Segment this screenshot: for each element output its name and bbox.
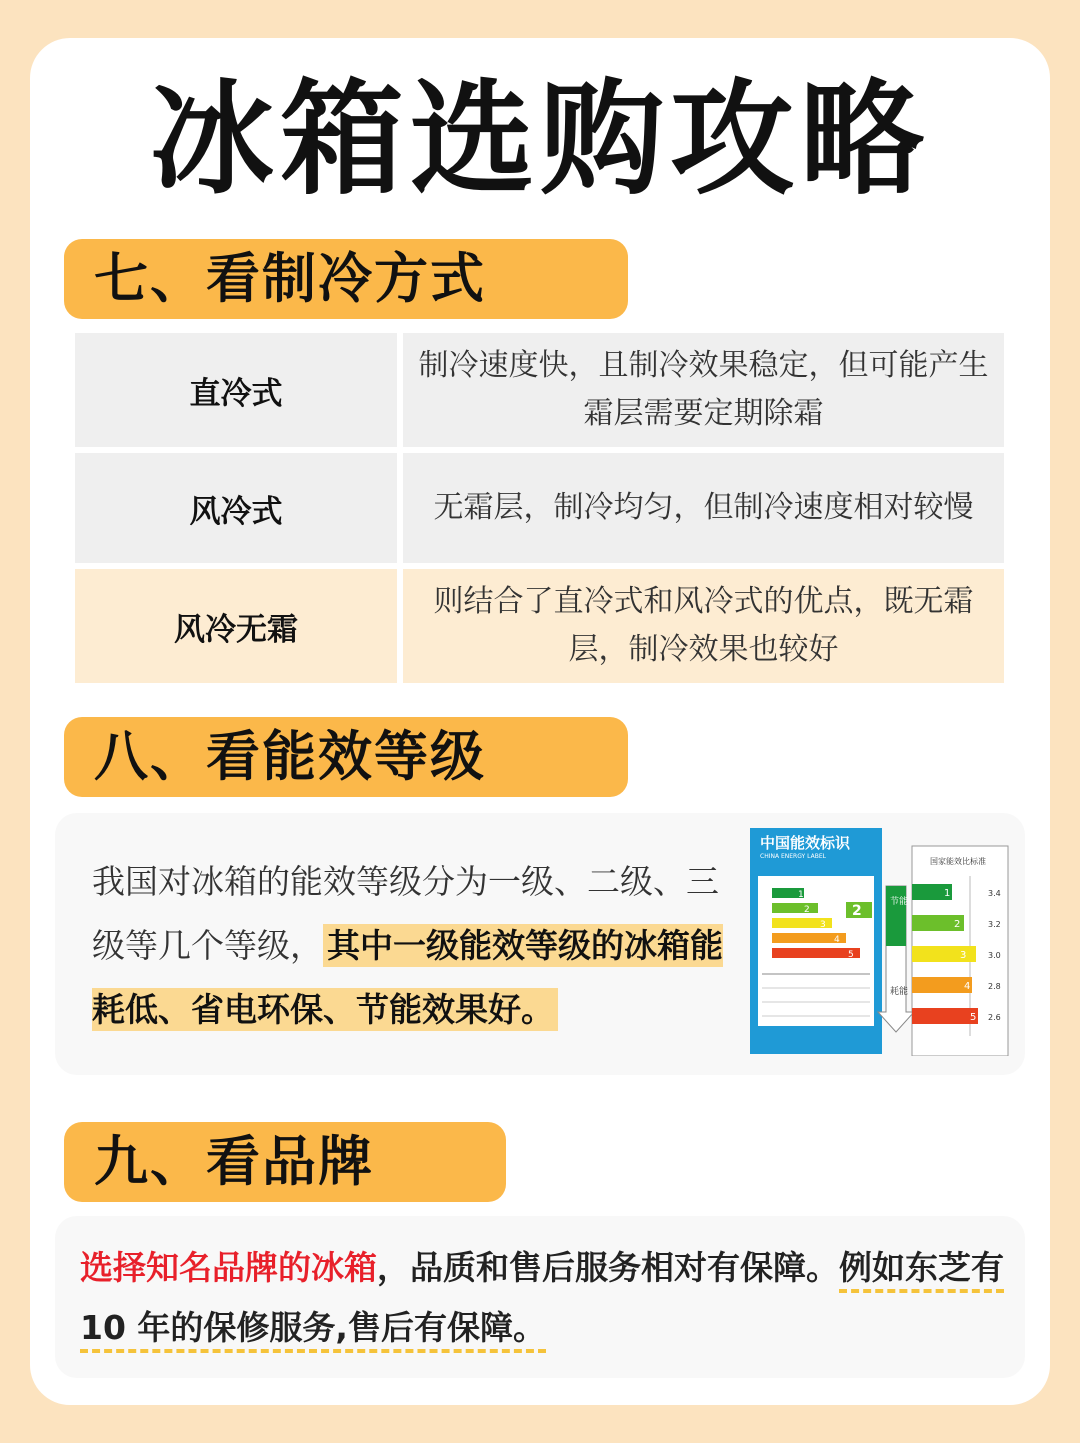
grade-bar-3-label: 3: [820, 920, 826, 930]
table-row: [75, 569, 1004, 683]
grade-bar-5: [772, 948, 860, 958]
scale-value-4: 2.8: [988, 982, 1001, 991]
energy-arrow-top: 节能: [890, 897, 909, 907]
cooling-type: 直冷式: [75, 333, 397, 447]
scale-value-3: 3.0: [988, 951, 1001, 960]
brand-red-text: 选择知名品牌的冰箱: [80, 1248, 377, 1287]
grade-bar-2-label: 2: [804, 905, 810, 915]
table-row: [75, 333, 1004, 447]
energy-label-image: [748, 826, 1010, 1056]
scale-bar-3-label: 3: [960, 950, 967, 961]
cooling-type: 风冷无霜: [75, 569, 397, 683]
energy-label-title: 中国能效标识: [760, 834, 851, 852]
grade-bar-2: [772, 903, 818, 913]
scale-bar-4-label: 4: [964, 981, 971, 992]
scale-value-1: 3.4: [988, 889, 1001, 898]
scale-bar-5: [912, 1008, 978, 1024]
scale-value-5: 2.6: [988, 1013, 1001, 1022]
grade-bar-1-label: 1: [798, 890, 804, 900]
brand-paragraph: [80, 1238, 1010, 1358]
grade-bar-4-label: 4: [834, 935, 840, 945]
cooling-desc: 无霜层，制冷均匀，但制冷速度相对较慢: [403, 453, 1004, 563]
energy-grade-badge-text: 2: [852, 903, 862, 919]
energy-highlight: 其中一级能效等级的冰箱能耗低、省电环保、节能效果好。: [92, 926, 723, 1029]
energy-label-subtitle: CHINA ENERGY LABEL: [760, 853, 826, 860]
scale-value-2: 3.2: [988, 920, 1001, 929]
brand-underlined-text: 例如东芝有 10 年的保修服务,售后有保障。: [80, 1248, 1004, 1353]
brand-text: ，品质和售后服务相对有保障。: [377, 1248, 839, 1287]
section-7-heading: 七、看制冷方式: [64, 239, 628, 319]
scale-bar-4: [912, 977, 972, 993]
cooling-desc: 制冷速度快，且制冷效果稳定，但可能产生霜层需要定期除霜: [403, 333, 1004, 447]
cooling-desc: 则结合了直冷式和风冷式的优点，既无霜层，制冷效果也较好: [403, 569, 1004, 683]
energy-paragraph: [92, 850, 742, 1042]
table-row: [75, 453, 1004, 563]
page-title: 冰箱选购攻略: [149, 68, 930, 212]
section-8-heading: 八、看能效等级: [64, 717, 628, 797]
energy-text: 我国对冰箱的能效等级分为一级、二级、三级等几个等级，: [92, 862, 719, 965]
energy-arrow-bottom: 耗能: [890, 987, 909, 997]
scale-bar-3: [912, 946, 976, 962]
scale-bar-2-label: 2: [954, 919, 961, 930]
scale-bar-1-label: 1: [944, 888, 951, 899]
energy-scale-title: 国家能效比标准: [930, 857, 986, 866]
cooling-type: 风冷式: [75, 453, 397, 563]
scale-bar-5-label: 5: [970, 1012, 977, 1023]
cooling-table: [75, 333, 1004, 683]
grade-bar-5-label: 5: [848, 950, 854, 960]
section-9-heading: 九、看品牌: [64, 1122, 506, 1202]
